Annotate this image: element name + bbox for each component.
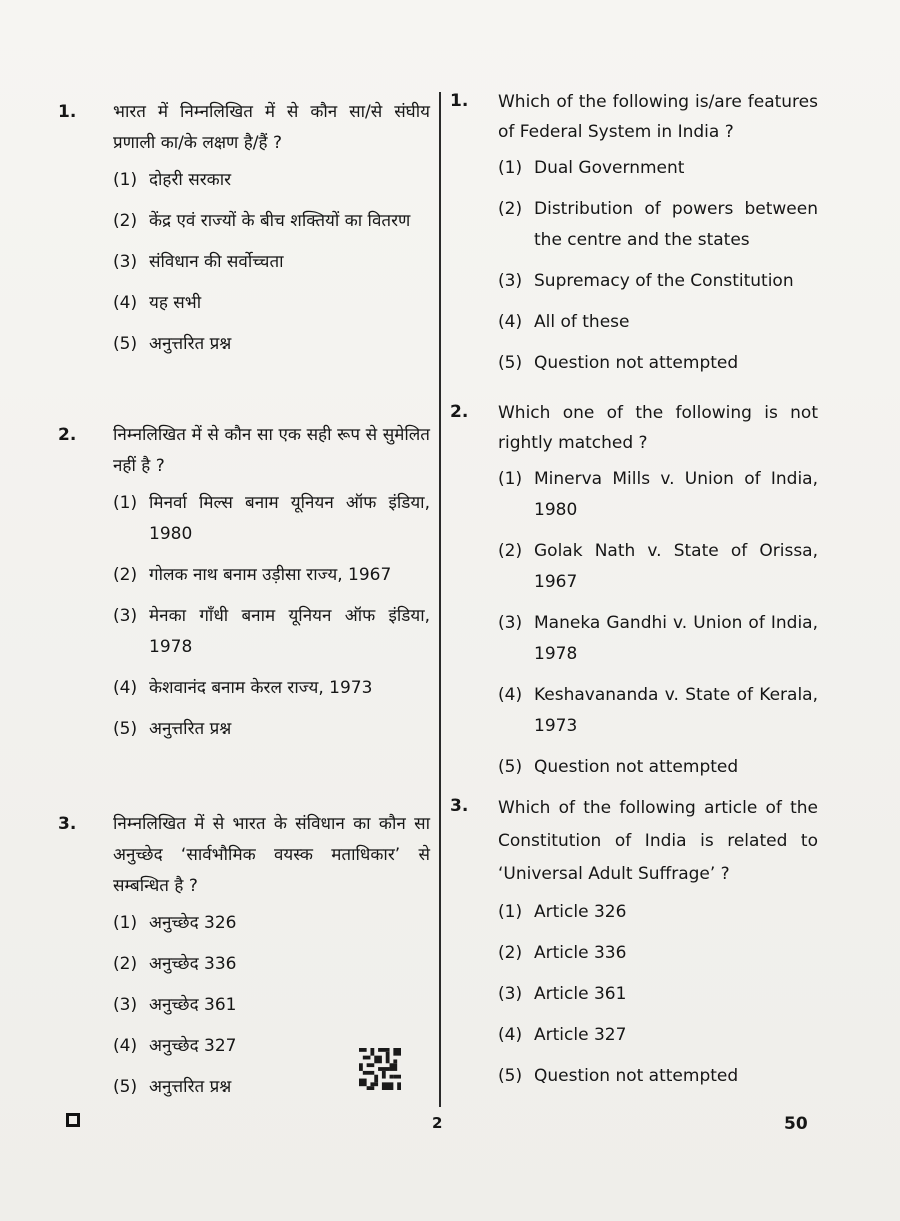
option-text: Golak Nath v. State of Orissa, 1967 — [534, 541, 818, 592]
option — [113, 206, 430, 237]
english-question-3 — [450, 792, 818, 1102]
option-text: Article 326 — [534, 902, 627, 922]
option-text: Question not attempted — [534, 757, 739, 777]
option-number: (1) — [113, 493, 138, 513]
option — [498, 153, 818, 184]
option-text: Article 327 — [534, 1025, 627, 1045]
option-text: Article 336 — [534, 943, 627, 963]
option-text: मेनका गाँधी बनाम यूनियन ऑफ इंडिया, 1978 — [149, 606, 430, 657]
option-text: अनुच्छेद 326 — [149, 913, 237, 933]
option-text: Maneka Gandhi v. Union of India, 1978 — [534, 613, 818, 664]
option — [113, 165, 430, 196]
option-text: केशवानंद बनाम केरल राज्य, 1973 — [149, 678, 373, 698]
option-text: केंद्र एवं राज्यों के बीच शक्तियों का वितरण — [149, 211, 411, 231]
option — [498, 680, 818, 742]
option-number: (4) — [498, 1025, 523, 1045]
option-number: (3) — [498, 984, 523, 1004]
option-text: अनुच्छेद 361 — [149, 995, 237, 1015]
option-text: All of these — [534, 312, 630, 332]
option — [113, 288, 430, 319]
option-number: (4) — [498, 685, 523, 705]
option-text: Dual Government — [534, 158, 685, 178]
column-divider — [439, 92, 441, 1107]
question-text: Which of the following article of the Constitution of India is related to ‘Universal Adult Suffrage’ ? — [498, 798, 818, 884]
option — [498, 979, 818, 1010]
option-number: (3) — [113, 995, 138, 1015]
option-text: अनुत्तरित प्रश्न — [149, 334, 232, 354]
option-number: (2) — [113, 954, 138, 974]
option — [113, 673, 430, 704]
question-number: 3. — [450, 796, 469, 816]
option — [113, 329, 430, 360]
option-text: Question not attempted — [534, 353, 739, 373]
option-text: Article 361 — [534, 984, 627, 1004]
option-text: Question not attempted — [534, 1066, 739, 1086]
option — [113, 949, 430, 980]
option — [498, 1061, 818, 1092]
hindi-question-2 — [58, 420, 430, 755]
option-text: अनुच्छेद 327 — [149, 1036, 237, 1056]
option-number: (4) — [113, 293, 138, 313]
option-text: Distribution of powers between the centre and the states — [534, 199, 818, 250]
options-list — [498, 464, 818, 783]
option-number: (5) — [498, 353, 523, 373]
option-number: (2) — [113, 211, 138, 231]
question-number: 2. — [450, 402, 469, 422]
hindi-question-1 — [58, 97, 430, 370]
option-number: (3) — [113, 606, 138, 626]
option-number: (2) — [498, 541, 523, 561]
option-text: Minerva Mills v. Union of India, 1980 — [534, 469, 818, 520]
options-list — [498, 897, 818, 1092]
option-number: (5) — [113, 334, 138, 354]
option — [113, 601, 430, 663]
option-number: (2) — [498, 943, 523, 963]
option — [498, 464, 818, 526]
question-number: 1. — [450, 91, 469, 111]
question-number: 1. — [58, 102, 77, 122]
corner-square-icon — [66, 1113, 80, 1127]
option-number: (5) — [113, 719, 138, 739]
option — [113, 908, 430, 939]
option — [113, 488, 430, 550]
page-number-center: 2 — [432, 1114, 443, 1132]
option-text: गोलक नाथ बनाम उड़ीसा राज्य, 1967 — [149, 565, 392, 585]
option — [498, 938, 818, 969]
option — [498, 348, 818, 379]
option-number: (1) — [498, 469, 523, 489]
question-number: 3. — [58, 814, 77, 834]
option-number: (2) — [498, 199, 523, 219]
option-number: (3) — [498, 613, 523, 633]
option-number: (5) — [498, 1066, 523, 1086]
options-list — [113, 488, 430, 745]
option-text: Supremacy of the Constitution — [534, 271, 794, 291]
option-number: (3) — [113, 252, 138, 272]
option-number: (1) — [498, 902, 523, 922]
english-question-1 — [450, 87, 818, 389]
option-number: (4) — [113, 678, 138, 698]
option — [498, 536, 818, 598]
options-list — [113, 165, 430, 360]
english-question-2 — [450, 398, 818, 793]
options-list — [498, 153, 818, 379]
option-text: अनुत्तरित प्रश्न — [149, 719, 232, 739]
option — [113, 247, 430, 278]
option-number: (4) — [498, 312, 523, 332]
option-number: (5) — [113, 1077, 138, 1097]
option-text: अनुच्छेद 336 — [149, 954, 237, 974]
option — [498, 752, 818, 783]
question-text: Which one of the following is not rightly matched ? — [498, 403, 818, 453]
qr-code-icon — [358, 1048, 402, 1090]
option — [498, 608, 818, 670]
question-text: निम्नलिखित में से कौन सा एक सही रूप से सुमेलित नहीं है ? — [113, 425, 430, 476]
option-text: अनुत्तरित प्रश्न — [149, 1077, 232, 1097]
option-number: (1) — [113, 170, 138, 190]
option-text: संविधान की सर्वोच्चता — [149, 252, 284, 272]
question-text: निम्नलिखित में से भारत के संविधान का कौन सा अनुच्छेद ‘सार्वभौमिक वयस्क मताधिकार’ से सम्बन्धित है ? — [113, 814, 430, 896]
question-number: 2. — [58, 425, 77, 445]
question-text: Which of the following is/are features of Federal System in India ? — [498, 92, 818, 142]
option — [498, 897, 818, 928]
option-number: (4) — [113, 1036, 138, 1056]
question-text: भारत में निम्नलिखित में से कौन सा/से संघीय प्रणाली का/के लक्षण है/हैं ? — [113, 102, 430, 153]
option-text: Keshavananda v. State of Kerala, 1973 — [534, 685, 818, 736]
option-number: (3) — [498, 271, 523, 291]
option — [113, 714, 430, 745]
option-number: (5) — [498, 757, 523, 777]
option-text: यह सभी — [149, 293, 202, 313]
option-text: मिनर्वा मिल्स बनाम यूनियन ऑफ इंडिया, 1980 — [149, 493, 430, 544]
page-number-right: 50 — [784, 1114, 808, 1134]
option-number: (1) — [498, 158, 523, 178]
option — [498, 194, 818, 256]
option — [113, 560, 430, 591]
option — [113, 990, 430, 1021]
option-number: (2) — [113, 565, 138, 585]
option — [498, 307, 818, 338]
option-number: (1) — [113, 913, 138, 933]
option — [498, 1020, 818, 1051]
option — [498, 266, 818, 297]
option-text: दोहरी सरकार — [149, 170, 232, 190]
